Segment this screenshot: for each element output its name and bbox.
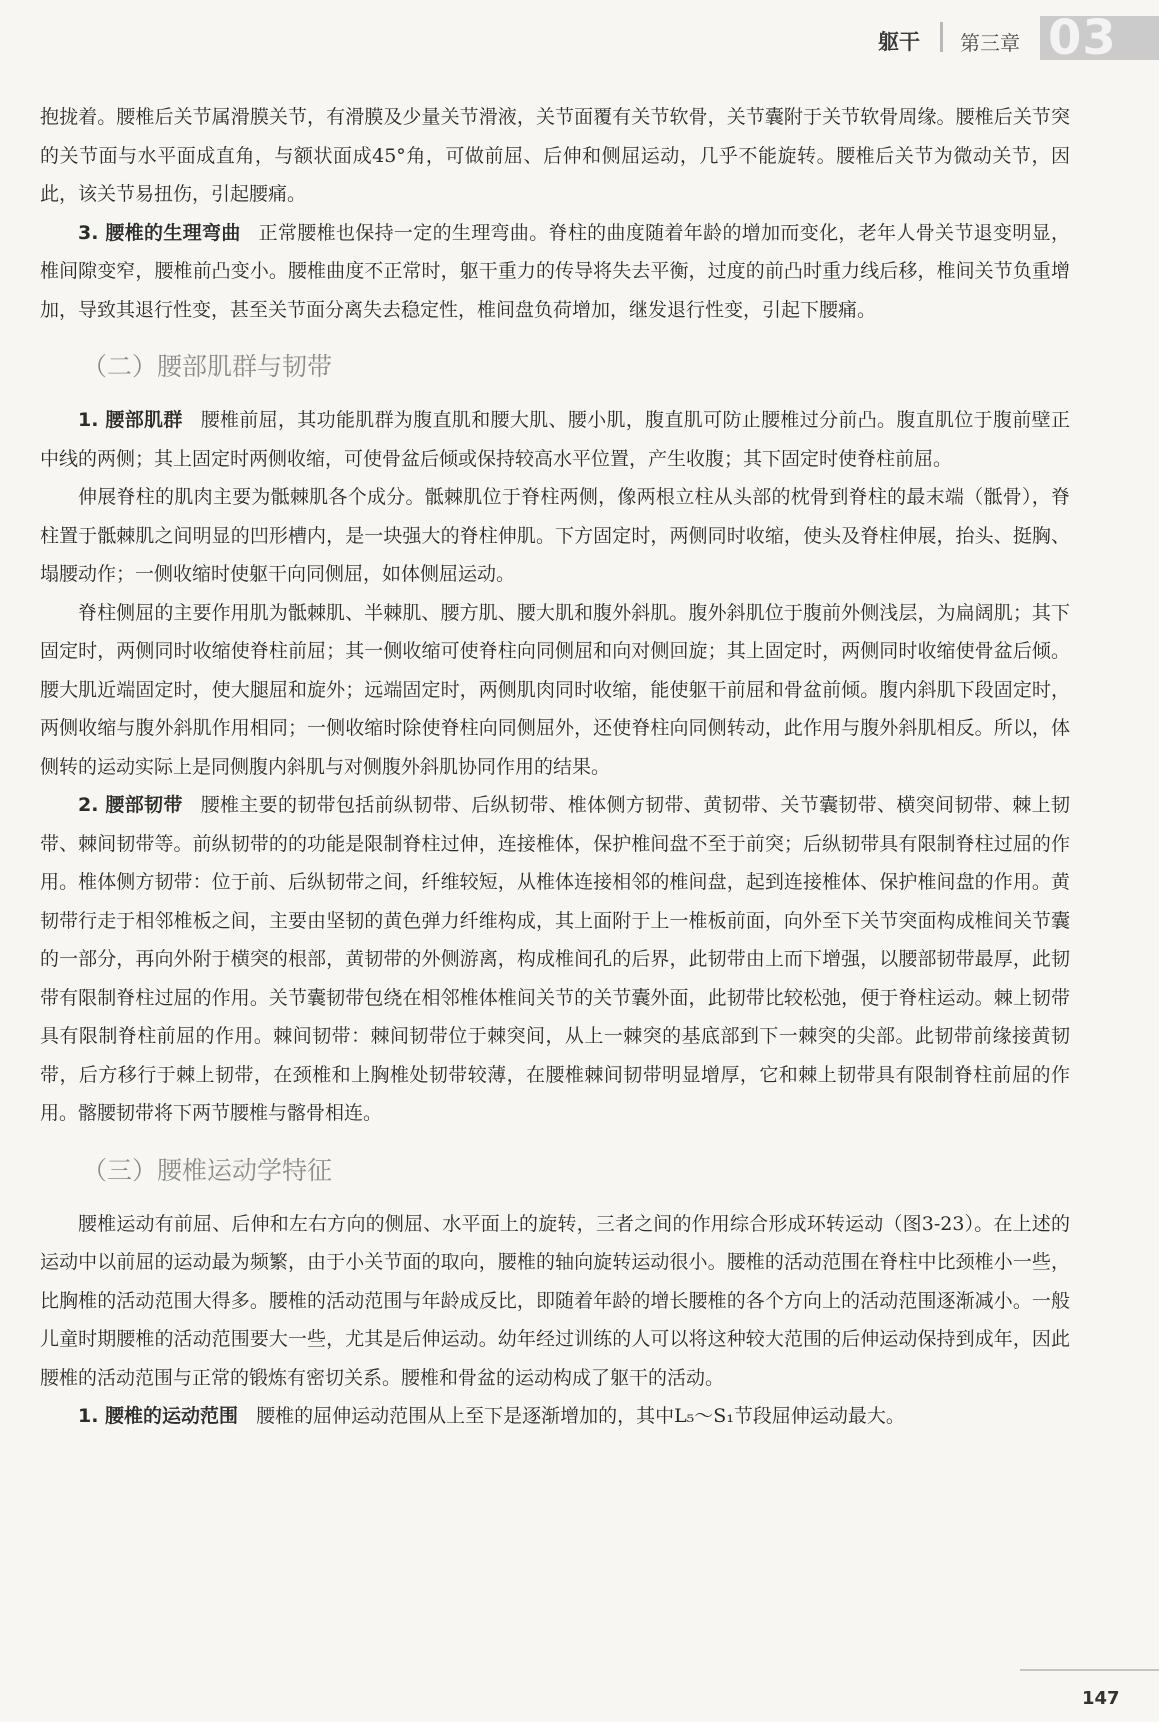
- running-head-chapter: 第三章: [960, 31, 1020, 55]
- paragraph: [40, 478, 1070, 594]
- paragraph-text: 腰椎运动有前屈、后伸和左右方向的侧屈、水平面上的旋转，三者之间的作用综合形成环转运动（图3-23）。在上述的运动中以前屈的运动最为频繁，由于小关节面的取向，腰椎的轴向旋转运动很小。腰椎的活动范围在脊柱中比颈椎小一些，比胸椎的活动范围大得多。腰椎的活动范围与年龄成反比，即随着年龄的增长腰椎的各个方向上的活动范围逐渐减小。一般儿童时期腰椎的活动范围要大一些，尤其是后伸运动。幼年经过训练的人可以将这种较大范围的后伸运动保持到成年，因此腰椎的活动范围与正常的锻炼有密切关系。腰椎和骨盆的运动构成了躯干的活动。: [40, 1212, 1070, 1389]
- paragraph: [40, 214, 1070, 330]
- paragraph: [40, 594, 1070, 787]
- paragraph: [40, 1397, 1070, 1436]
- section-heading: （三）腰椎运动学特征: [82, 1155, 333, 1185]
- running-head-title: 躯干: [878, 30, 920, 54]
- paragraph: [40, 1205, 1070, 1398]
- chapter-number-block: [1040, 16, 1159, 60]
- paragraph-text: 脊柱侧屈的主要作用肌为骶棘肌、半棘肌、腰方肌、腰大肌和腹外斜肌。腹外斜肌位于腹前外侧浅层，为扁阔肌；其下固定时，两侧同时收缩使脊柱前屈；其一侧收缩可使脊柱向同侧屈和向对侧回旋；其上固定时，两侧同时收缩使骨盆后倾。腰大肌近端固定时，使大腿屈和旋外；远端固定时，两侧肌肉同时收缩，能使躯干前屈和骨盆前倾。腹内斜肌下段固定时，两侧收缩与腹外斜肌作用相同；一侧收缩时除使脊柱向同侧屈外，还使脊柱向同侧转动，此作用与腹外斜肌相反。所以，体侧转的运动实际上是同侧腹内斜肌与对侧腹外斜肌协同作用的结果。: [40, 601, 1070, 778]
- paragraph-text: 正常腰椎也保持一定的生理弯曲。脊柱的曲度随着年龄的增加而变化，老年人骨关节退变明显，椎间隙变窄，腰椎前凸变小。腰椎曲度不正常时，躯干重力的传导将失去平衡，过度的前凸时重力线后移，椎间关节负重增加，导致其退行性变，甚至关节面分离失去稳定性，椎间盘负荷增加，继发退行性变，引起下腰痛。: [40, 221, 1070, 321]
- footer-rule: [1020, 1669, 1159, 1671]
- page-body: [40, 98, 1070, 1436]
- paragraph: [40, 401, 1070, 478]
- subsection-lead: 1. 腰部肌群: [78, 409, 183, 431]
- page-header: [0, 0, 1159, 64]
- paragraph-text: 抱拢着。腰椎后关节属滑膜关节，有滑膜及少量关节滑液，关节面覆有关节软骨，关节囊附于关节软骨周缘。腰椎后关节突的关节面与水平面成直角，与额状面成45°角，可做前屈、后伸和侧屈运动，几乎不能旋转。腰椎后关节为微动关节，因此，该关节易扭伤，引起腰痛。: [40, 106, 1070, 205]
- paragraph-text: 腰椎前屈，其功能肌群为腹直肌和腰大肌、腰小肌，腹直肌可防止腰椎过分前凸。腹直肌位于腹前壁正中线的两侧；其上固定时两侧收缩，可使骨盆后倾或保持较高水平位置，产生收腹；其下固定时使脊柱前屈。: [40, 409, 1070, 470]
- paragraph-text: 腰椎主要的韧带包括前纵韧带、后纵韧带、椎体侧方韧带、黄韧带、关节囊韧带、横突间韧带、棘上韧带、棘间韧带等。前纵韧带的的功能是限制脊柱过伸，连接椎体，保护椎间盘不至于前突；后纵韧带具有限制脊柱过屈的作用。椎体侧方韧带：位于前、后纵韧带之间，纤维较短，从椎体连接相邻的椎间盘，起到连接椎体、保护椎间盘的作用。黄韧带行走于相邻椎板之间，主要由坚韧的黄色弹力纤维构成，其上面附于上一椎板前面，向外至下关节突面构成椎间关节囊的一部分，再向外附于横突的根部，黄韧带的外侧游离，构成椎间孔的后界，此韧带由上而下增强，以腰部韧带最厚，此韧带有限制脊柱过屈的作用。关节囊韧带包绕在相邻椎体椎间关节的关节囊外面，此韧带比较松弛，便于脊柱运动。棘上韧带具有限制脊柱前屈的作用。棘间韧带：棘间韧带位于棘突间，从上一棘突的基底部到下一棘突的尖部。此韧带前缘接黄韧带，后方移行于棘上韧带，在颈椎和上胸椎处韧带较薄，在腰椎棘间韧带明显增厚，它和棘上韧带具有限制脊柱前屈的作用。髂腰韧带将下两节腰椎与髂骨相连。: [40, 794, 1070, 1124]
- header-divider: [940, 22, 943, 52]
- section-heading: （二）腰部肌群与韧带: [82, 352, 333, 381]
- subsection-lead: 2. 腰部韧带: [78, 794, 183, 816]
- paragraph-text: 伸展脊柱的肌肉主要为骶棘肌各个成分。骶棘肌位于脊柱两侧，像两根立柱从头部的枕骨到脊柱的最末端（骶骨），脊柱置于骶棘肌之间明显的凹形槽内，是一块强大的脊柱伸肌。下方固定时，两侧同时收缩，使头及脊柱伸展，抬头、挺胸、塌腰动作；一侧收缩时使躯干向同侧屈，如体侧屈运动。: [40, 486, 1070, 585]
- subsection-lead: 3. 腰椎的生理弯曲: [78, 221, 241, 244]
- paragraph-text: 腰椎的屈伸运动范围从上至下是逐渐增加的，其中L₅～S₁节段屈伸运动最大。: [256, 1405, 905, 1427]
- paragraph: [40, 786, 1070, 1133]
- page-number: 147: [1082, 1688, 1120, 1709]
- subsection-lead: 1. 腰椎的运动范围: [78, 1405, 239, 1427]
- chapter-number: 03: [1048, 16, 1117, 60]
- paragraph: [40, 98, 1070, 214]
